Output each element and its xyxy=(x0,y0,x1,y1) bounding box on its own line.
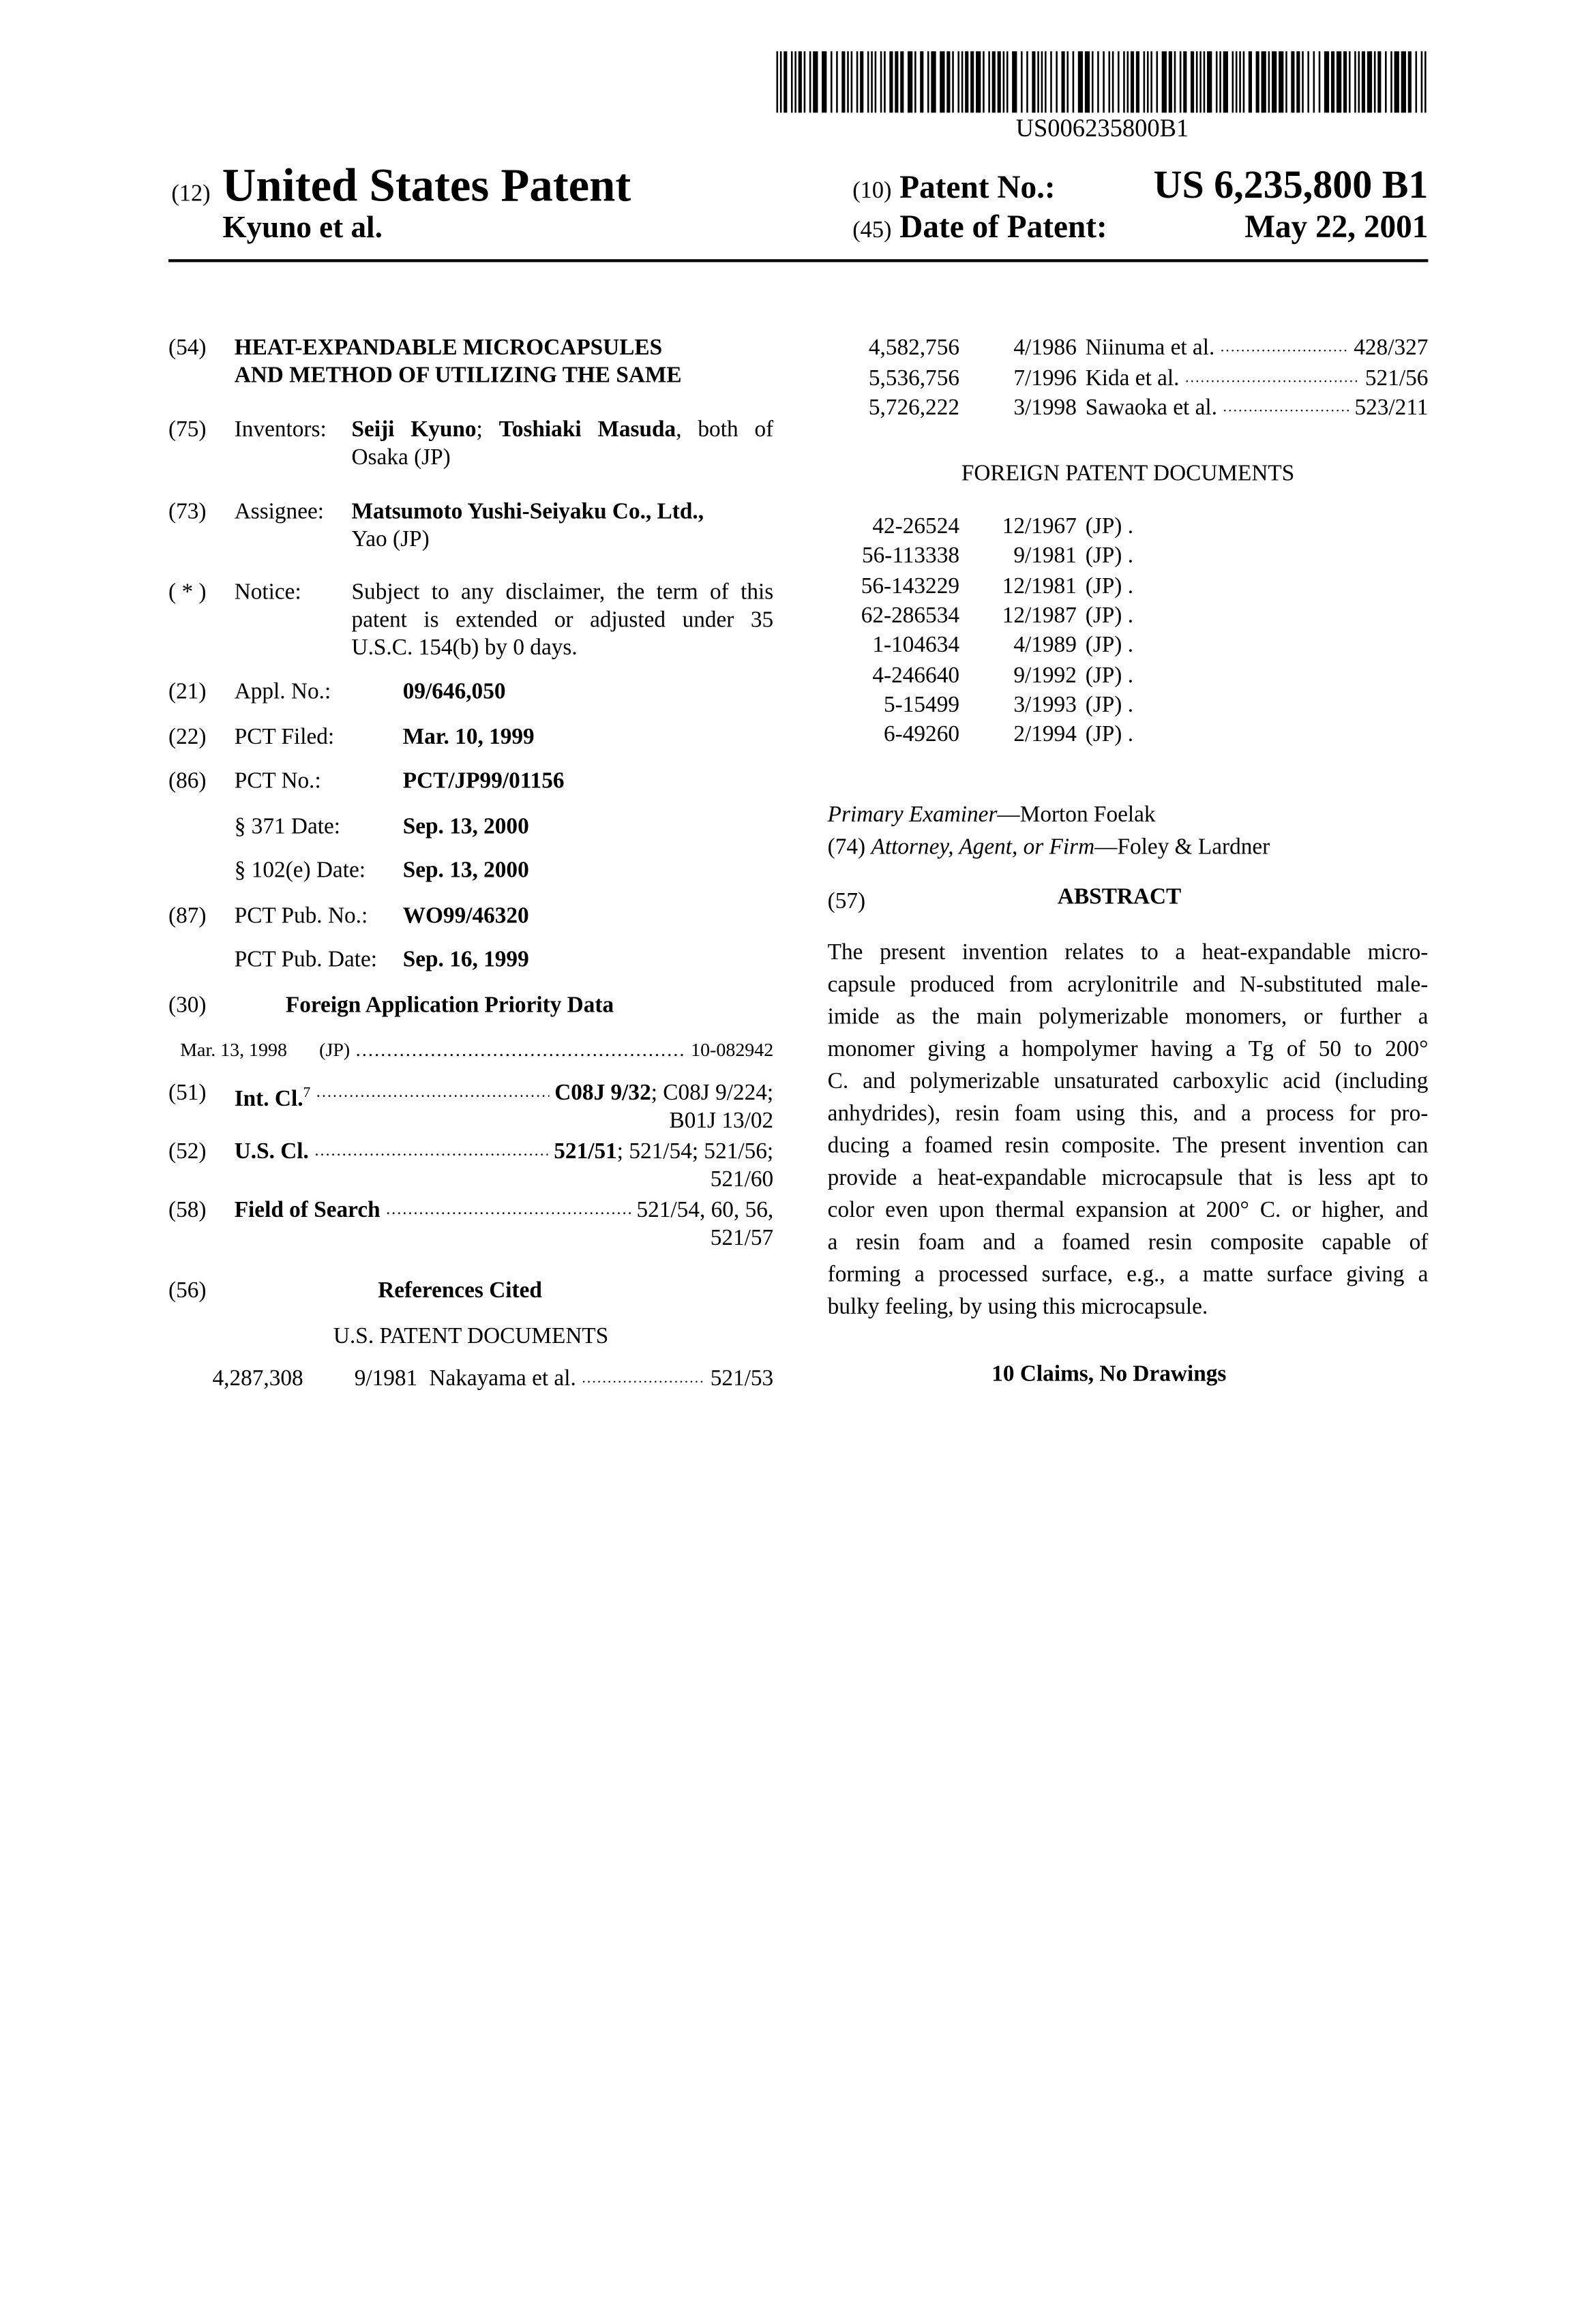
inventors-label: Inventors: xyxy=(235,416,327,444)
patent-number: US 6,235,800 B1 xyxy=(1026,162,1429,206)
foreign-date: 12/1987 xyxy=(974,602,1076,630)
barcode-bar xyxy=(1216,51,1218,112)
abstract-line: ducing a foamed resin composite. The present invention can xyxy=(828,1132,1429,1160)
date-label: (45) Date of Patent: xyxy=(852,208,1107,250)
foreign-date: 3/1993 xyxy=(974,691,1076,719)
barcode-bar xyxy=(1191,51,1194,112)
barcode-bar xyxy=(895,51,898,112)
barcode-bar xyxy=(847,51,849,112)
attorney: (74) Attorney, Agent, or Firm—Foley & Lardner xyxy=(828,833,1270,861)
notice-line: patent is extended or adjusted under 35 xyxy=(352,606,774,634)
barcode-bar xyxy=(1415,51,1417,112)
code: (57) xyxy=(828,888,865,916)
barcode-bar xyxy=(1147,51,1149,112)
citation-number: 5,536,756 xyxy=(828,364,959,392)
barcode-bar xyxy=(856,51,859,112)
foreign-date: 4/1989 xyxy=(974,631,1076,659)
code: (12) xyxy=(171,181,210,207)
barcode-bar xyxy=(1243,51,1245,112)
barcode-bar xyxy=(1223,51,1228,112)
barcode-bar xyxy=(1324,51,1329,112)
barcode-bar xyxy=(914,51,916,112)
appl-value: 09/646,050 xyxy=(403,678,506,706)
barcode-bar xyxy=(1026,51,1028,112)
barcode-bar xyxy=(884,51,886,112)
barcode-bar xyxy=(1232,51,1234,112)
code: (54) xyxy=(168,334,206,362)
us-cl-row: U.S. Cl. .......................................... 521/51; 521/54; 521/56; xyxy=(235,1138,774,1166)
barcode-bar xyxy=(1131,51,1134,112)
citation-date: 7/1996 xyxy=(974,364,1076,392)
doc-type: United States Patent xyxy=(222,158,631,211)
code: (58) xyxy=(168,1196,206,1224)
barcode-bar xyxy=(1307,51,1309,112)
barcode-bar xyxy=(1394,51,1399,112)
foreign-date: 2/1994 xyxy=(974,721,1076,749)
notice-label: Notice: xyxy=(235,578,301,606)
foreign-date: 12/1967 xyxy=(974,513,1076,541)
barcode-bar xyxy=(871,51,873,112)
date371-value: Sep. 13, 2000 xyxy=(403,813,529,841)
inventors-value: Seiji Kyuno; Toshiaki Masuda, both of xyxy=(352,416,774,444)
notice-line: Subject to any disclaimer, the term of this xyxy=(352,578,774,606)
foreign-country: (JP) . xyxy=(1086,691,1133,719)
barcode-bar xyxy=(1239,51,1241,112)
barcode-bar xyxy=(1337,51,1341,112)
abstract-line: color even upon thermal expansion at 200° C. or higher, and xyxy=(828,1196,1429,1224)
barcode-bar xyxy=(1331,51,1334,112)
abstract-line: capsule produced from acrylonitrile and N-substituted male- xyxy=(828,971,1429,999)
assignee-location: Yao (JP) xyxy=(352,526,430,554)
barcode-bar xyxy=(1144,51,1146,112)
pub-no-label: PCT Pub. No.: xyxy=(235,902,368,930)
barcode-bar xyxy=(1401,51,1406,112)
barcode-bar xyxy=(1021,51,1023,112)
abstract-line: monomer giving a hompolymer having a Tg of 50 to 200° xyxy=(828,1036,1429,1063)
barcode-bar xyxy=(1408,51,1412,112)
barcode-bar xyxy=(1302,51,1304,112)
code: (87) xyxy=(168,902,206,930)
barcode-bar xyxy=(1097,51,1099,112)
barcode-bar xyxy=(1349,51,1351,112)
barcode-bar xyxy=(841,51,845,112)
pct-filed-label: PCT Filed: xyxy=(235,723,335,751)
citation-date: 3/1998 xyxy=(974,394,1076,422)
barcode-bar xyxy=(1032,51,1035,112)
barcode-bar xyxy=(851,51,853,112)
foreign-number: 4-246640 xyxy=(828,661,959,689)
barcode-bar xyxy=(1256,51,1259,112)
barcode-bar xyxy=(940,51,944,112)
barcode-bar xyxy=(1354,51,1356,112)
barcode-bar xyxy=(961,51,964,112)
code: (73) xyxy=(168,498,206,526)
barcode-bar xyxy=(1103,51,1105,112)
barcode-bar xyxy=(1367,51,1372,112)
barcode-bar xyxy=(920,51,923,112)
barcode-bar xyxy=(860,51,863,112)
barcode-bar xyxy=(1006,51,1009,112)
pct-no-value: PCT/JP99/01156 xyxy=(403,768,565,796)
barcode-bar xyxy=(831,51,833,112)
barcode-bar xyxy=(875,51,877,112)
barcode-bar xyxy=(1108,51,1110,112)
barcode-bar xyxy=(1285,51,1287,112)
pct-no-label: PCT No.: xyxy=(235,768,321,796)
patent-front-page: US006235800B1 (12) United States Patent Kyuno et al. (10) Patent No.: US 6,235,800 B1 (45) Date of Patent: May 22, 2001 (54) HEAT-EXPANDABLE MICROCAPSULES AND METHOD OF UTILIZING THE SAME (75) Inventors: Seiji Kyuno; Toshiaki Masuda, both of Osaka (JP) (73) Assignee: Matsumoto Yushi-Seiyaku Co., Ltd., Yao (JP) ( * ) Notice: Subject to any disclaimer, the term of this patent is extended or adjusted under 35 U.S.C. 154(b) by 0 days. (21) Appl. No.: 09/646,050 (22) PCT Filed: Mar. 10, 1999 (86) PCT No.: PCT/JP99/01156 § 371 Date: Sep. 13, 2000 § 102(e) Date: Sep. 13, 2000 (87) PCT Pub. No.: WO99/46320 PCT Pub. Date: Sep. 16, 1999 (30) Foreign Application Priority Data Mar. 13, 1998 (JP) .................................................... 10-082942 (51) Int. Cl.7 .......................................... C08J 9/32; C08J 9/224; B01J 13/02 (52) U.S. Cl. .......................................... 521/51; 521/54; 521/56; 521/60 (58) Field of Search ............................................ 521/54, 60, 56, 521/57 (56) References Cited U.S. PATENT DOCUMENTS 4,287,308 9/1981 Nakayama et al. ......................... 521/53 FOREIGN PATENT DOCUMENTS Primary Examiner—Morton Foelak (74) Attorney, Agent, or Firm—Foley & Lardner (57) ABSTRACT The present invention relates to a heat-expandable micro- capsule produced from acrylonitrile and N-substituted male- imide as the main polymerizable monomers, or further a monomer giving a hompolymer having a Tg of 50 to 200° C. and polymerizable unsaturated carboxylic acid (including anhydrides), resin foam using this, and a process for pro- ducing a foamed resin composite. The present invention can provide a heat-expandable microcapsule that is less apt to color even upon thermal expansion at 200° C. or higher, and a resin foam and a foamed resin composite capable of forming a processed surface, e.g., a matte surface giving a bulky feeling, by using this microcapsule. 10 Claims, No Drawings 4,582,756 4/1986 Niinuma et al. ......................... 428/327 5,536,756 7/1996 Kida et al. .................................. 521/56 5,726,222 3/1998 Sawaoka et al. ......................... 523/211 42-26524 12/1967 (JP) . 56-113338 9/1981 (JP) . 56-143229 12/1981 (JP) . 62-286534 12/1987 (JP) . 1-104634 4/1989 (JP) . 4-246640 9/1992 (JP) . 5-15499 3/1993 (JP) . 6-49260 2/1994 (JP) . xyxy=(0,0,1582,2324)
code: (21) xyxy=(168,678,206,706)
barcode-bar xyxy=(880,51,882,112)
foreign-date: 9/1981 xyxy=(974,542,1076,570)
date102-value: Sep. 13, 2000 xyxy=(403,857,529,885)
barcode-bar xyxy=(1037,51,1039,112)
barcode-bar xyxy=(1136,51,1139,112)
foreign-docs-heading: FOREIGN PATENT DOCUMENTS xyxy=(828,460,1429,488)
barcode-bar xyxy=(988,51,990,112)
barcode-bar xyxy=(1092,51,1094,112)
barcode-bar xyxy=(1291,51,1294,112)
abstract-line: a resin foam and a foamed resin composite capable of xyxy=(828,1228,1429,1256)
barcode-bar xyxy=(965,51,968,112)
foreign-number: 6-49260 xyxy=(828,721,959,749)
barcode-bar xyxy=(1196,51,1198,112)
claims-summary: 10 Claims, No Drawings xyxy=(991,1361,1226,1389)
code: (75) xyxy=(168,416,206,444)
barcode-bar xyxy=(794,51,796,112)
field-row: Field of Search ............................................ 521/54, 60, 56, xyxy=(235,1196,774,1224)
barcode-bar xyxy=(1066,51,1069,112)
barcode-bar xyxy=(1272,51,1277,112)
foreign-country: (JP) . xyxy=(1086,631,1133,659)
barcode-bar xyxy=(1421,51,1423,112)
foreign-country: (JP) . xyxy=(1086,661,1133,689)
field-line2: 521/57 xyxy=(439,1224,773,1252)
notice-line: U.S.C. 154(b) by 0 days. xyxy=(352,634,578,662)
code: (56) xyxy=(168,1277,206,1305)
code: (22) xyxy=(168,723,206,751)
foreign-country: (JP) . xyxy=(1086,721,1133,749)
pub-date-value: Sep. 16, 1999 xyxy=(403,946,529,974)
barcode-bar xyxy=(1041,51,1043,112)
barcode-bar xyxy=(946,51,950,112)
citation-name-class: Kida et al. .................................. 521/56 xyxy=(1086,364,1429,392)
abstract-line: imide as the main polymerizable monomers, or further a xyxy=(828,1003,1429,1031)
barcode-bar xyxy=(1362,51,1365,112)
barcode-bar xyxy=(867,51,869,112)
foreign-number: 56-113338 xyxy=(828,542,959,570)
abstract-line: C. and polymerizable unsaturated carboxylic acid (including xyxy=(828,1068,1429,1096)
title-line: AND METHOD OF UTILIZING THE SAME xyxy=(235,362,682,390)
barcode-bar xyxy=(1390,51,1392,112)
barcode-bar xyxy=(1319,51,1321,112)
inventor-short: Kyuno et al. xyxy=(223,209,383,245)
barcode-bar xyxy=(976,51,981,112)
barcode-bar xyxy=(1204,51,1206,112)
primary-examiner: Primary Examiner—Morton Foelak xyxy=(828,801,1156,829)
barcode-bar xyxy=(1112,51,1114,112)
citation-name-class: Niinuma et al. ......................... 428/327 xyxy=(1086,334,1429,362)
barcode-bar xyxy=(1207,51,1212,112)
abstract-line: provide a heat-expandable microcapsule that is less apt to xyxy=(828,1164,1429,1192)
barcode-bar xyxy=(970,51,974,112)
code: (86) xyxy=(168,768,206,796)
barcode-bar xyxy=(1174,51,1176,112)
foreign-number: 62-286534 xyxy=(828,602,959,630)
patent-no-label: (10) Patent No.: xyxy=(852,168,1055,211)
barcode-bar xyxy=(983,51,985,112)
citation-number: 5,726,222 xyxy=(828,394,959,422)
barcode-bar xyxy=(998,51,1001,112)
barcode-bar xyxy=(1003,51,1005,112)
priority-row: Mar. 13, 1998 (JP) .................................................... 10-082942 xyxy=(180,1036,773,1063)
abstract-line: anhydrides), resin foam using this, and a process for pro- xyxy=(828,1100,1429,1128)
barcode-bar xyxy=(1343,51,1347,112)
pub-no-value: WO99/46320 xyxy=(403,902,529,930)
foreign-number: 1-104634 xyxy=(828,631,959,659)
barcode-bar xyxy=(908,51,912,112)
foreign-country: (JP) . xyxy=(1086,542,1133,570)
abstract-line: The present invention relates to a heat-expandable micro- xyxy=(828,939,1429,967)
barcode-bar xyxy=(776,51,778,112)
barcode-bar xyxy=(780,51,782,112)
barcode-bar xyxy=(1183,51,1186,112)
barcode-bar xyxy=(992,51,996,112)
barcode-bar xyxy=(1279,51,1283,112)
foreign-number: 42-26524 xyxy=(828,513,959,541)
references-heading: References Cited xyxy=(378,1277,542,1305)
barcode-bar xyxy=(1268,51,1270,112)
foreign-number: 56-143229 xyxy=(828,572,959,600)
int-cl-line2: B01J 13/02 xyxy=(439,1107,773,1135)
foreign-number: 5-15499 xyxy=(828,691,959,719)
code: (30) xyxy=(168,991,206,1019)
barcode-bar xyxy=(813,51,818,112)
barcode-bar xyxy=(1313,51,1315,112)
appl-label: Appl. No.: xyxy=(235,678,331,706)
barcode-bar xyxy=(1156,51,1158,112)
inventors-location: Osaka (JP) xyxy=(352,444,451,472)
barcode-bar xyxy=(1045,51,1047,112)
barcode-bar xyxy=(931,51,936,112)
barcode-bar xyxy=(1262,51,1266,112)
citation-name-class: Sawaoka et al. ......................... 523/211 xyxy=(1086,394,1429,422)
barcode-bar xyxy=(1199,51,1202,112)
foreign-date: 9/1992 xyxy=(974,661,1076,689)
barcode-text: US006235800B1 xyxy=(879,115,1326,142)
abstract-line: bulky feeling, by using this microcapsule. xyxy=(828,1293,1429,1321)
barcode-bar xyxy=(1050,51,1052,112)
barcode xyxy=(776,51,1428,112)
barcode-bar xyxy=(1385,51,1387,112)
abstract-heading: ABSTRACT xyxy=(1058,883,1181,911)
barcode-bar xyxy=(1377,51,1381,112)
barcode-bar xyxy=(1296,51,1300,112)
barcode-bar xyxy=(1123,51,1125,112)
date102-label: § 102(e) Date: xyxy=(235,857,365,885)
us-docs-heading: U.S. PATENT DOCUMENTS xyxy=(168,1323,773,1350)
date371-label: § 371 Date: xyxy=(235,813,340,841)
foreign-date: 12/1981 xyxy=(974,572,1076,600)
us-cl-line2: 521/60 xyxy=(439,1166,773,1194)
pub-date-label: PCT Pub. Date: xyxy=(235,946,377,974)
barcode-bar xyxy=(1085,51,1090,112)
barcode-bar xyxy=(1118,51,1120,112)
barcode-bar xyxy=(1078,51,1083,112)
barcode-bar xyxy=(1236,51,1238,112)
code: (51) xyxy=(168,1079,206,1107)
foreign-country: (JP) . xyxy=(1086,572,1133,600)
priority-heading: Foreign Application Priority Data xyxy=(286,991,614,1019)
foreign-country: (JP) . xyxy=(1086,513,1133,541)
barcode-bar xyxy=(1249,51,1252,112)
title-line: HEAT-EXPANDABLE MICROCAPSULES xyxy=(235,334,662,362)
patent-date: May 22, 2001 xyxy=(1026,208,1429,246)
barcode-bar xyxy=(1180,51,1182,112)
int-cl-row: Int. Cl.7 .......................................... C08J 9/32; C08J 9/224; xyxy=(235,1079,774,1113)
barcode-bar xyxy=(799,51,802,112)
code: ( * ) xyxy=(168,578,206,606)
barcode-bar xyxy=(1358,51,1360,112)
barcode-bar xyxy=(889,51,893,112)
barcode-bar xyxy=(1374,51,1376,112)
barcode-bar xyxy=(783,51,787,112)
barcode-bar xyxy=(1127,51,1129,112)
barcode-bar xyxy=(822,51,826,112)
barcode-bar xyxy=(927,51,929,112)
barcode-bar xyxy=(1062,51,1065,112)
barcode-bar xyxy=(952,51,954,112)
barcode-bar xyxy=(1012,51,1017,112)
barcode-bar xyxy=(1073,51,1075,112)
barcode-bar xyxy=(957,51,959,112)
foreign-country: (JP) . xyxy=(1086,602,1133,630)
barcode-bar xyxy=(1162,51,1167,112)
barcode-bar xyxy=(791,51,793,112)
barcode-bar xyxy=(1150,51,1152,112)
barcode-bar xyxy=(1219,51,1221,112)
header-rule xyxy=(168,259,1428,262)
barcode-bar xyxy=(1169,51,1172,112)
barcode-bar xyxy=(809,51,811,112)
citation-date: 4/1986 xyxy=(974,334,1076,362)
assignee-name: Matsumoto Yushi-Seiyaku Co., Ltd., xyxy=(352,498,704,526)
barcode-bar xyxy=(1424,51,1427,112)
pct-filed-value: Mar. 10, 1999 xyxy=(403,723,535,751)
barcode-bar xyxy=(836,51,838,112)
barcode-bar xyxy=(900,51,904,112)
barcode-bar xyxy=(804,51,806,112)
code: (52) xyxy=(168,1138,206,1166)
barcode-bar xyxy=(1056,51,1058,112)
assignee-label: Assignee: xyxy=(235,498,324,526)
citation-number: 4,582,756 xyxy=(828,334,959,362)
abstract-line: forming a processed surface, e.g., a matte surface giving a xyxy=(828,1261,1429,1289)
